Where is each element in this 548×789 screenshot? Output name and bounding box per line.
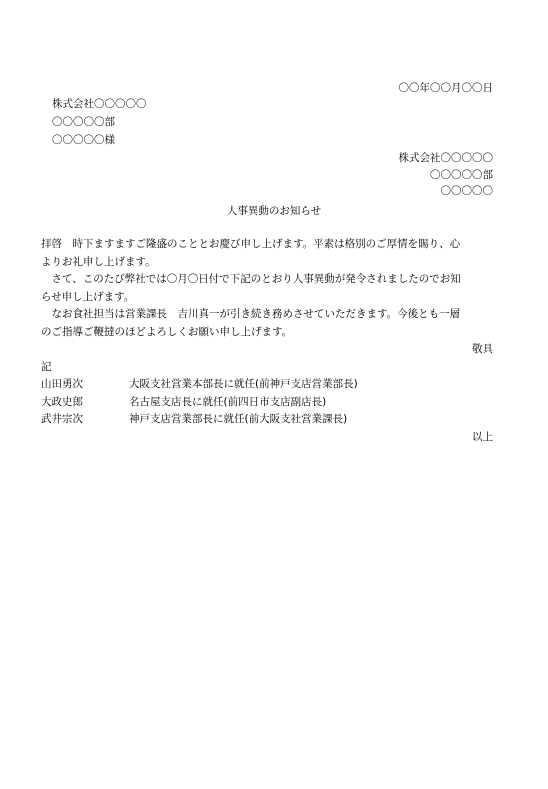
body-line: さて、このたび弊社では〇月〇日付で下記のとおり人事異動が発令されましたのでお知	[41, 273, 461, 285]
body-line: らせ申し上げます。	[41, 291, 135, 303]
closing-ijo: 以上	[472, 431, 493, 443]
recipient-department: 〇〇〇〇〇部	[52, 116, 115, 128]
letter-date: 〇〇年〇〇月〇〇日	[398, 82, 493, 94]
body-line: 拝啓 時下ますますご隆盛のこととお慶び申し上げます。平素は格別のご厚情を賜り、心	[41, 238, 461, 250]
personnel-name: 山田勇次	[41, 378, 83, 390]
sender-name: 〇〇〇〇〇	[440, 185, 493, 197]
personnel-assignment: 名古屋支店長に就任(前四日市支店副店長)	[129, 396, 327, 408]
letter-title: 人事異動のお知らせ	[226, 205, 322, 217]
sender-department: 〇〇〇〇〇部	[430, 169, 493, 181]
body-line: なお食社担当は営業課長 吉川真一が引き続き務めさせていただきます。今後とも一層	[41, 308, 461, 320]
closing-keigu: 敬具	[472, 343, 493, 355]
personnel-assignment: 大阪支社営業本部長に就任(前神戸支店営業部長)	[129, 378, 358, 390]
ki-heading: 記	[41, 361, 52, 373]
sender-company: 株式会社〇〇〇〇〇	[398, 152, 493, 164]
body-line: のご指導ご鞭撻のほどよろしくお願い申し上げます。	[41, 326, 293, 338]
personnel-assignment: 神戸支店営業部長に就任(前大阪支社営業課長)	[129, 413, 348, 425]
recipient-name: 〇〇〇〇〇様	[52, 134, 115, 146]
personnel-name: 大政史郎	[41, 396, 83, 408]
personnel-name: 武井宗次	[41, 413, 83, 425]
body-line: よりお礼申し上げます。	[41, 256, 156, 268]
recipient-company: 株式会社〇〇〇〇〇	[52, 98, 147, 110]
